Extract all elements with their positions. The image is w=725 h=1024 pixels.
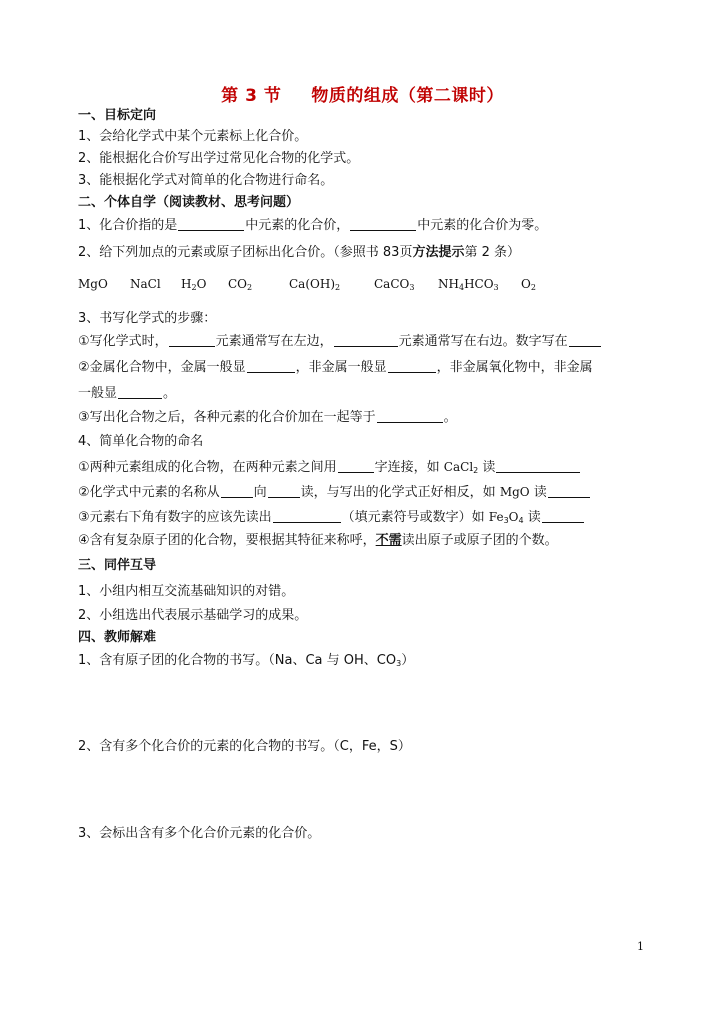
answer-blank[interactable]	[548, 483, 590, 498]
answer-blank[interactable]	[334, 332, 398, 347]
answer-blank[interactable]	[118, 384, 162, 399]
title-topic: 物质的组成（第二课时）	[311, 86, 504, 106]
question-4: 4、简单化合物的命名	[78, 434, 204, 449]
answer-blank[interactable]	[542, 508, 584, 523]
formula-co2: $CO_2$	[228, 277, 253, 292]
page-title	[0, 81, 725, 106]
naming-rule-3: ③元素右下角有数字的应该先读出 （填元素符号或数字）如 $Fe_3O_4$ 读	[78, 507, 585, 528]
answer-blank[interactable]	[377, 408, 443, 423]
step-3: ③写出化合物之后，各种元素的化合价加在一起等于 。	[78, 410, 457, 425]
question-1: 1、化合价指的是 中元素的化合价， 中元素的化合价为零。	[78, 218, 548, 233]
formula-nacl: NaCl	[130, 277, 161, 291]
answer-blank[interactable]	[388, 358, 436, 373]
title-section-number: 第 3 节	[221, 86, 282, 106]
naming-rule-2: ②化学式中元素的名称从 向 读，与写出的化学式正好相反，如 MgO 读	[78, 482, 591, 503]
formula-mgo: MgO	[78, 277, 108, 291]
step-1: ①写化学式时， 元素通常写在左边， 元素通常写在右边。数字写在	[78, 332, 602, 352]
naming-rule-4: ④含有复杂原子团的化合物，要根据其特征来称呼，不需读出原子或原子团的个数。	[78, 533, 558, 548]
question-2: 2、给下列加点的元素或原子团标出化合价。（参照书 83页方法提示第 2 条）	[78, 245, 521, 260]
peer-item-2: 2、小组选出代表展示基础学习的成果。	[78, 608, 308, 623]
step-2-continued: 一般显 。	[78, 386, 177, 401]
step-2: ②金属化合物中，金属一般显 ，非金属一般显 ，非金属氧化物中，非金属	[78, 360, 593, 375]
answer-blank[interactable]	[178, 216, 244, 231]
peer-item-1: 1、小组内相互交流基础知识的对错。	[78, 584, 295, 599]
answer-blank[interactable]	[268, 483, 300, 498]
teacher-item-2: 2、含有多个化合价的元素的化合物的书写。（C，Fe，S）	[78, 739, 411, 754]
answer-blank[interactable]	[350, 216, 416, 231]
formula-caoh2: $Ca(OH)_2$	[289, 277, 341, 292]
answer-blank[interactable]	[338, 458, 374, 473]
page-number: 1	[637, 940, 644, 953]
goal-item-3: 3、能根据化学式对简单的化合物进行命名。	[78, 173, 334, 188]
question-3: 3、书写化学式的步骤：	[78, 311, 217, 326]
teacher-item-3: 3、会标出含有多个化合价元素的化合价。	[78, 826, 321, 841]
formula-o2: $O_2$	[521, 277, 536, 292]
answer-blank[interactable]	[569, 332, 601, 347]
answer-blank[interactable]	[169, 332, 215, 347]
section-heading-goals: 一、目标定向	[78, 108, 157, 123]
formula-h2o: $H_2O$	[181, 277, 207, 292]
section-heading-peer-guidance: 三、同伴互导	[78, 558, 157, 573]
formula-nh4hco3: $NH_4HCO_3$	[438, 277, 499, 292]
goal-item-2: 2、能根据化合价写出学过常见化合物的化学式。	[78, 151, 360, 166]
answer-blank[interactable]	[496, 458, 580, 473]
answer-blank[interactable]	[221, 483, 253, 498]
section-heading-self-study: 二、个体自学（阅读教材、思考问题）	[78, 195, 300, 210]
teacher-item-1: 1、含有原子团的化合物的书写。（Na、Ca 与 OH、$CO_3$）	[78, 653, 415, 668]
answer-blank[interactable]	[273, 508, 341, 523]
answer-blank[interactable]	[247, 358, 295, 373]
formula-caco3: CaCO$_3$	[374, 277, 415, 292]
goal-item-1: 1、会给化学式中某个元素标上化合价。	[78, 129, 308, 144]
naming-rule-1: ①两种元素组成的化合物，在两种元素之间用 字连接，如 CaCl$_2$ 读	[78, 457, 581, 478]
section-heading-teacher: 四、教师解难	[78, 630, 157, 645]
